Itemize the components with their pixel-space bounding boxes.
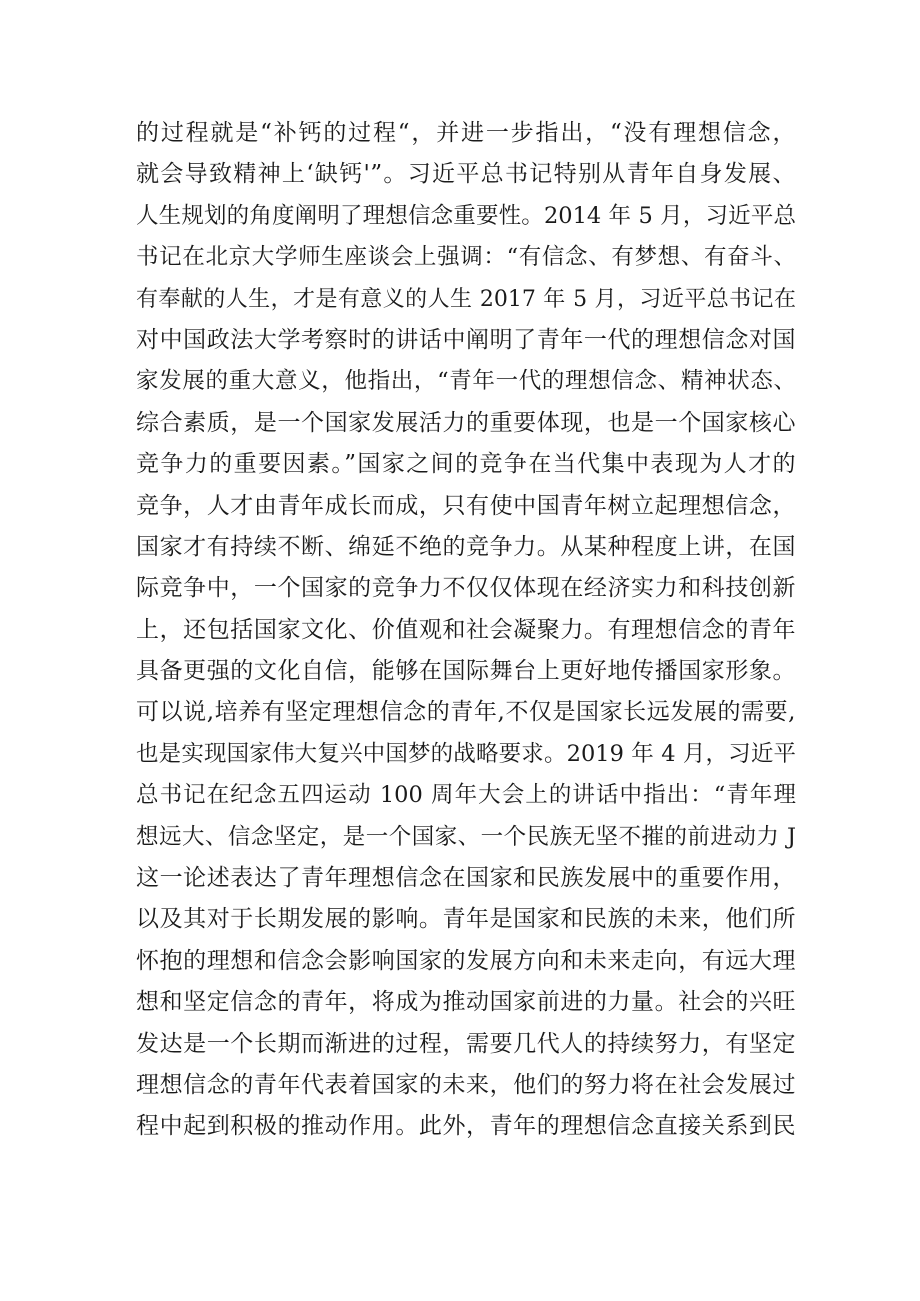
text-line: 具备更强的文化自信，能够在国际舞台上更好地传播国家形象。 — [136, 658, 796, 685]
text-line: 书记在北京大学师生座谈会上强调：“有信念、有梦想、有奋斗、 — [136, 244, 796, 271]
text-line: 家发展的重大意义，他指出，“青年一代的理想信念、精神状态、 — [136, 368, 796, 395]
text-line: 程中起到积极的推动作用。此外，青年的理想信念直接关系到民 — [136, 1113, 796, 1140]
text-line: 就会导致精神上‘缺钙'”。习近平总书记特别从青年自身发展、 — [136, 161, 796, 188]
text-line: 怀抱的理想和信念会影响国家的发展方向和未来走向，有远大理 — [136, 947, 796, 974]
text-line: 以及其对于长期发展的影响。青年是国家和民族的未来，他们所 — [136, 906, 796, 933]
text-line: 可以说,培养有坚定理想信念的青年,不仅是国家长远发展的需要, — [136, 699, 796, 726]
text-line: 上，还包括国家文化、价值观和社会凝聚力。有理想信念的青年 — [136, 616, 796, 643]
text-line: 发达是一个长期而渐进的过程，需要几代人的持续努力，有坚定 — [136, 1030, 796, 1057]
text-line: 理想信念的青年代表着国家的未来，他们的努力将在社会发展过 — [136, 1071, 796, 1098]
body-text — [136, 113, 796, 1148]
text-line: 人生规划的角度阐明了理想信念重要性。2014 年 5 月，习近平总 — [136, 202, 796, 229]
text-line: 想和坚定信念的青年，将成为推动国家前进的力量。社会的兴旺 — [136, 989, 796, 1016]
text-line: 国家才有持续不断、绵延不绝的竞争力。从某种程度上讲，在国 — [136, 533, 796, 560]
text-line: 也是实现国家伟大复兴中国梦的战略要求。2019 年 4 月，习近平 — [136, 740, 796, 767]
text-line: 综合素质，是一个国家发展活力的重要体现，也是一个国家核心 — [136, 409, 796, 436]
text-line: 想远大、信念坚定，是一个国家、一个民族无坚不摧的前进动力 J — [136, 823, 796, 850]
text-line: 对中国政法大学考察时的讲话中阐明了青年一代的理想信念对国 — [136, 326, 796, 353]
text-line: 总书记在纪念五四运动 100 周年大会上的讲话中指出：“青年理 — [136, 782, 796, 809]
text-line: 竞争力的重要因素。”国家之间的竞争在当代集中表现为人才的 — [136, 451, 796, 478]
text-line: 际竞争中，一个国家的竞争力不仅仅体现在经济实力和科技创新 — [136, 575, 796, 602]
text-line: 的过程就是“补钙的过程“，并进一步指出，“没有理想信念， — [136, 120, 796, 146]
text-line: 竞争，人才由青年成长而成，只有使中国青年树立起理想信念， — [136, 492, 796, 519]
text-line: 有奉献的人生，才是有意义的人生 2017 年 5 月，习近平总书记在 — [136, 286, 796, 312]
text-line: 这一论述表达了青年理想信念在国家和民族发展中的重要作用， — [136, 865, 796, 892]
